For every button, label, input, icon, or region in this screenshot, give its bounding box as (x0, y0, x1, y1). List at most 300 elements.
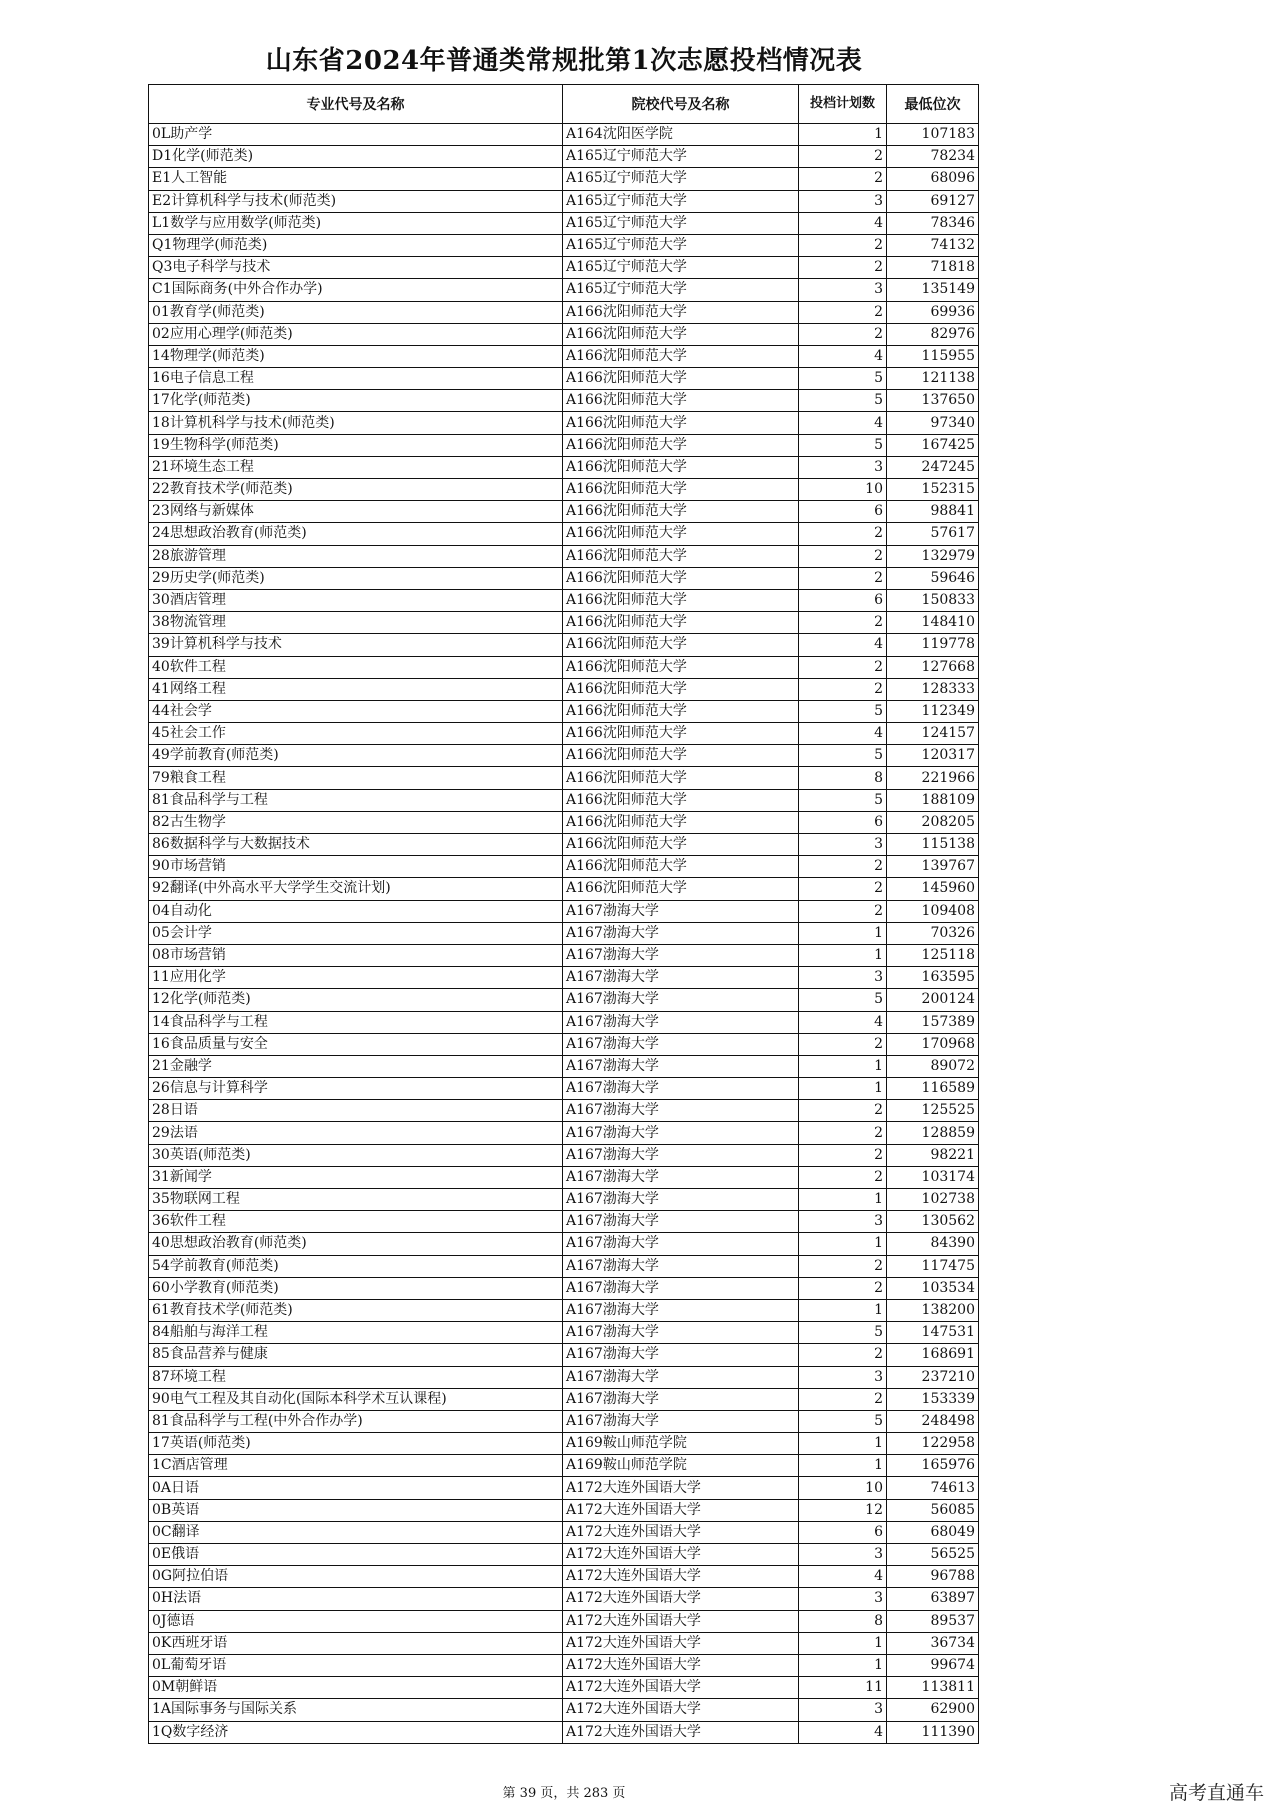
table-row (149, 1322, 979, 1344)
cell-school: A167渤海大学 (563, 900, 799, 922)
cell-school: A166沈阳师范大学 (563, 656, 799, 678)
cell-plan: 2 (799, 234, 887, 256)
cell-plan: 2 (799, 567, 887, 589)
table-row (149, 1677, 979, 1699)
table-row (149, 479, 979, 501)
cell-school: A172大连外国语大学 (563, 1721, 799, 1743)
cell-plan: 3 (799, 967, 887, 989)
admission-table (148, 84, 979, 1744)
cell-rank: 74132 (887, 234, 979, 256)
cell-major: 40软件工程 (149, 656, 563, 678)
cell-major: 90市场营销 (149, 856, 563, 878)
cell-school: A167渤海大学 (563, 1299, 799, 1321)
cell-plan: 2 (799, 146, 887, 168)
cell-plan: 1 (799, 1299, 887, 1321)
table-row (149, 678, 979, 700)
cell-rank: 70326 (887, 922, 979, 944)
cell-plan: 1 (799, 944, 887, 966)
cell-plan: 1 (799, 1189, 887, 1211)
cell-school: A166沈阳师范大学 (563, 456, 799, 478)
cell-plan: 1 (799, 1455, 887, 1477)
cell-plan: 10 (799, 479, 887, 501)
cell-major: 17化学(师范类) (149, 390, 563, 412)
cell-school: A167渤海大学 (563, 1144, 799, 1166)
table-row (149, 1166, 979, 1188)
cell-plan: 6 (799, 589, 887, 611)
cell-major: 1A国际事务与国际关系 (149, 1699, 563, 1721)
cell-school: A172大连外国语大学 (563, 1499, 799, 1521)
cell-school: A166沈阳师范大学 (563, 767, 799, 789)
cell-school: A167渤海大学 (563, 1078, 799, 1100)
cell-school: A166沈阳师范大学 (563, 745, 799, 767)
table-row (149, 989, 979, 1011)
cell-plan: 2 (799, 900, 887, 922)
cell-plan: 3 (799, 1699, 887, 1721)
cell-major: L1数学与应用数学(师范类) (149, 212, 563, 234)
cell-rank: 82976 (887, 323, 979, 345)
cell-major: 16电子信息工程 (149, 368, 563, 390)
cell-school: A166沈阳师范大学 (563, 811, 799, 833)
cell-plan: 2 (799, 878, 887, 900)
cell-school: A167渤海大学 (563, 1011, 799, 1033)
cell-major: 17英语(师范类) (149, 1433, 563, 1455)
cell-major: 14食品科学与工程 (149, 1011, 563, 1033)
cell-school: A167渤海大学 (563, 1211, 799, 1233)
cell-major: 40思想政治教育(师范类) (149, 1233, 563, 1255)
cell-rank: 98221 (887, 1144, 979, 1166)
table-row (149, 301, 979, 323)
cell-rank: 98841 (887, 501, 979, 523)
cell-major: 01教育学(师范类) (149, 301, 563, 323)
cell-school: A172大连外国语大学 (563, 1521, 799, 1543)
cell-major: E2计算机科学与技术(师范类) (149, 190, 563, 212)
cell-rank: 135149 (887, 279, 979, 301)
cell-school: A166沈阳师范大学 (563, 789, 799, 811)
table-row (149, 1477, 979, 1499)
table-row (149, 1122, 979, 1144)
cell-plan: 2 (799, 612, 887, 634)
cell-school: A167渤海大学 (563, 1233, 799, 1255)
table-row (149, 1233, 979, 1255)
table-row (149, 1144, 979, 1166)
cell-major: 0A日语 (149, 1477, 563, 1499)
table-row (149, 1011, 979, 1033)
cell-school: A166沈阳师范大学 (563, 345, 799, 367)
cell-rank: 148410 (887, 612, 979, 634)
cell-school: A172大连外国语大学 (563, 1477, 799, 1499)
cell-rank: 137650 (887, 390, 979, 412)
cell-plan: 5 (799, 390, 887, 412)
cell-major: 39计算机科学与技术 (149, 634, 563, 656)
cell-plan: 5 (799, 1410, 887, 1432)
cell-rank: 113811 (887, 1677, 979, 1699)
cell-major: 18计算机科学与技术(师范类) (149, 412, 563, 434)
cell-rank: 248498 (887, 1410, 979, 1432)
cell-rank: 69127 (887, 190, 979, 212)
cell-plan: 5 (799, 368, 887, 390)
cell-school: A167渤海大学 (563, 1410, 799, 1432)
cell-school: A166沈阳师范大学 (563, 434, 799, 456)
cell-major: 87环境工程 (149, 1366, 563, 1388)
cell-major: 0G阿拉伯语 (149, 1566, 563, 1588)
cell-plan: 4 (799, 212, 887, 234)
cell-school: A166沈阳师范大学 (563, 523, 799, 545)
cell-plan: 2 (799, 856, 887, 878)
cell-major: 92翻译(中外高水平大学学生交流计划) (149, 878, 563, 900)
cell-rank: 57617 (887, 523, 979, 545)
cell-major: 84船舶与海洋工程 (149, 1322, 563, 1344)
table-row (149, 1455, 979, 1477)
cell-plan: 2 (799, 1166, 887, 1188)
cell-school: A166沈阳师范大学 (563, 301, 799, 323)
cell-major: 79粮食工程 (149, 767, 563, 789)
cell-rank: 62900 (887, 1699, 979, 1721)
cell-school: A167渤海大学 (563, 1344, 799, 1366)
cell-plan: 6 (799, 1521, 887, 1543)
table-row (149, 944, 979, 966)
table-row (149, 545, 979, 567)
cell-major: 30酒店管理 (149, 589, 563, 611)
page-footer: 第 39 页，共 283 页 (502, 1786, 626, 1801)
cell-rank: 128333 (887, 678, 979, 700)
table-row (149, 900, 979, 922)
table-row (149, 723, 979, 745)
cell-rank: 111390 (887, 1721, 979, 1743)
cell-plan: 2 (799, 656, 887, 678)
table-row (149, 700, 979, 722)
cell-plan: 2 (799, 1144, 887, 1166)
cell-school: A166沈阳师范大学 (563, 368, 799, 390)
cell-major: 30英语(师范类) (149, 1144, 563, 1166)
cell-major: 82古生物学 (149, 811, 563, 833)
cell-school: A165辽宁师范大学 (563, 234, 799, 256)
cell-major: 49学前教育(师范类) (149, 745, 563, 767)
cell-major: 26信息与计算科学 (149, 1078, 563, 1100)
cell-plan: 12 (799, 1499, 887, 1521)
cell-rank: 69936 (887, 301, 979, 323)
cell-major: 11应用化学 (149, 967, 563, 989)
cell-school: A166沈阳师范大学 (563, 567, 799, 589)
cell-plan: 2 (799, 1388, 887, 1410)
table-row (149, 1632, 979, 1654)
cell-rank: 152315 (887, 479, 979, 501)
cell-school: A167渤海大学 (563, 1166, 799, 1188)
table-row (149, 1277, 979, 1299)
table-row (149, 745, 979, 767)
cell-major: 81食品科学与工程(中外合作办学) (149, 1410, 563, 1432)
cell-major: 21金融学 (149, 1055, 563, 1077)
cell-rank: 170968 (887, 1033, 979, 1055)
cell-school: A166沈阳师范大学 (563, 589, 799, 611)
cell-major: 90电气工程及其自动化(国际本科学术互认课程) (149, 1388, 563, 1410)
cell-school: A172大连外国语大学 (563, 1588, 799, 1610)
cell-plan: 8 (799, 1610, 887, 1632)
cell-rank: 200124 (887, 989, 979, 1011)
table-row (149, 1055, 979, 1077)
cell-plan: 2 (799, 1255, 887, 1277)
cell-school: A167渤海大学 (563, 1033, 799, 1055)
cell-school: A166沈阳师范大学 (563, 501, 799, 523)
table-row (149, 767, 979, 789)
cell-major: 0H法语 (149, 1588, 563, 1610)
cell-school: A172大连外国语大学 (563, 1677, 799, 1699)
cell-school: A167渤海大学 (563, 1055, 799, 1077)
cell-school: A167渤海大学 (563, 1189, 799, 1211)
table-row (149, 456, 979, 478)
cell-rank: 74613 (887, 1477, 979, 1499)
cell-rank: 36734 (887, 1632, 979, 1654)
cell-plan: 6 (799, 501, 887, 523)
cell-major: 0E俄语 (149, 1544, 563, 1566)
cell-plan: 3 (799, 456, 887, 478)
cell-major: 0M朝鲜语 (149, 1677, 563, 1699)
table-row (149, 856, 979, 878)
cell-plan: 1 (799, 1078, 887, 1100)
cell-major: 22教育技术学(师范类) (149, 479, 563, 501)
table-row (149, 257, 979, 279)
cell-rank: 128859 (887, 1122, 979, 1144)
cell-rank: 121138 (887, 368, 979, 390)
cell-plan: 4 (799, 1566, 887, 1588)
cell-plan: 5 (799, 789, 887, 811)
cell-school: A164沈阳医学院 (563, 124, 799, 146)
cell-plan: 1 (799, 922, 887, 944)
cell-school: A166沈阳师范大学 (563, 545, 799, 567)
table-row (149, 212, 979, 234)
cell-school: A166沈阳师范大学 (563, 323, 799, 345)
cell-plan: 4 (799, 1721, 887, 1743)
table-row (149, 656, 979, 678)
cell-rank: 119778 (887, 634, 979, 656)
cell-school: A166沈阳师范大学 (563, 390, 799, 412)
cell-rank: 112349 (887, 700, 979, 722)
cell-rank: 153339 (887, 1388, 979, 1410)
cell-plan: 3 (799, 834, 887, 856)
cell-major: 02应用心理学(师范类) (149, 323, 563, 345)
cell-plan: 5 (799, 434, 887, 456)
cell-school: A169鞍山师范学院 (563, 1455, 799, 1477)
cell-plan: 4 (799, 412, 887, 434)
header-school: 院校代号及名称 (563, 85, 799, 124)
cell-school: A172大连外国语大学 (563, 1654, 799, 1676)
cell-rank: 167425 (887, 434, 979, 456)
table-row (149, 1699, 979, 1721)
table-row (149, 589, 979, 611)
table-row (149, 1410, 979, 1432)
cell-major: 0B英语 (149, 1499, 563, 1521)
cell-plan: 2 (799, 168, 887, 190)
cell-school: A165辽宁师范大学 (563, 257, 799, 279)
cell-rank: 125118 (887, 944, 979, 966)
cell-school: A165辽宁师范大学 (563, 168, 799, 190)
cell-rank: 103534 (887, 1277, 979, 1299)
table-row (149, 279, 979, 301)
cell-major: 44社会学 (149, 700, 563, 722)
cell-school: A167渤海大学 (563, 1122, 799, 1144)
table-body (149, 124, 979, 1744)
cell-major: 16食品质量与安全 (149, 1033, 563, 1055)
cell-rank: 78346 (887, 212, 979, 234)
table-row (149, 1299, 979, 1321)
cell-major: 24思想政治教育(师范类) (149, 523, 563, 545)
cell-rank: 115955 (887, 345, 979, 367)
cell-major: 85食品营养与健康 (149, 1344, 563, 1366)
cell-school: A166沈阳师范大学 (563, 834, 799, 856)
cell-rank: 97340 (887, 412, 979, 434)
cell-school: A169鞍山师范学院 (563, 1433, 799, 1455)
table-row (149, 1433, 979, 1455)
cell-school: A167渤海大学 (563, 989, 799, 1011)
cell-rank: 115138 (887, 834, 979, 856)
table-row (149, 567, 979, 589)
cell-plan: 3 (799, 190, 887, 212)
cell-plan: 2 (799, 323, 887, 345)
table-row (149, 146, 979, 168)
header-rank: 最低位次 (887, 85, 979, 124)
cell-school: A167渤海大学 (563, 1366, 799, 1388)
cell-school: A167渤海大学 (563, 1277, 799, 1299)
cell-major: 81食品科学与工程 (149, 789, 563, 811)
cell-plan: 5 (799, 989, 887, 1011)
cell-plan: 4 (799, 1011, 887, 1033)
cell-rank: 107183 (887, 124, 979, 146)
cell-major: 29历史学(师范类) (149, 567, 563, 589)
cell-plan: 1 (799, 1632, 887, 1654)
cell-rank: 56085 (887, 1499, 979, 1521)
table-row (149, 1100, 979, 1122)
table-row (149, 390, 979, 412)
cell-rank: 68096 (887, 168, 979, 190)
cell-school: A167渤海大学 (563, 1322, 799, 1344)
cell-major: 1Q数字经济 (149, 1721, 563, 1743)
table-row (149, 1255, 979, 1277)
cell-plan: 4 (799, 345, 887, 367)
table-row (149, 1521, 979, 1543)
table-row (149, 967, 979, 989)
cell-major: 29法语 (149, 1122, 563, 1144)
table-row (149, 1610, 979, 1632)
table-row (149, 1344, 979, 1366)
cell-rank: 127668 (887, 656, 979, 678)
header-plan: 投档计划数 (799, 85, 887, 124)
cell-major: 0L葡萄牙语 (149, 1654, 563, 1676)
cell-rank: 89072 (887, 1055, 979, 1077)
cell-plan: 3 (799, 279, 887, 301)
table-row (149, 1366, 979, 1388)
table-row (149, 1211, 979, 1233)
cell-school: A167渤海大学 (563, 944, 799, 966)
table-row (149, 368, 979, 390)
cell-rank: 96788 (887, 1566, 979, 1588)
table-row (149, 811, 979, 833)
cell-plan: 6 (799, 811, 887, 833)
cell-rank: 221966 (887, 767, 979, 789)
cell-school: A167渤海大学 (563, 922, 799, 944)
cell-major: 31新闻学 (149, 1166, 563, 1188)
cell-major: 21环境生态工程 (149, 456, 563, 478)
table-row (149, 878, 979, 900)
cell-rank: 208205 (887, 811, 979, 833)
cell-school: A165辽宁师范大学 (563, 146, 799, 168)
cell-school: A167渤海大学 (563, 1388, 799, 1410)
cell-major: 86数据科学与大数据技术 (149, 834, 563, 856)
cell-plan: 2 (799, 1344, 887, 1366)
cell-rank: 168691 (887, 1344, 979, 1366)
cell-plan: 3 (799, 1366, 887, 1388)
cell-plan: 2 (799, 257, 887, 279)
cell-rank: 84390 (887, 1233, 979, 1255)
cell-school: A167渤海大学 (563, 967, 799, 989)
table-row (149, 1078, 979, 1100)
table-row (149, 345, 979, 367)
table-row (149, 234, 979, 256)
cell-school: A166沈阳师范大学 (563, 678, 799, 700)
cell-rank: 150833 (887, 589, 979, 611)
cell-school: A166沈阳师范大学 (563, 878, 799, 900)
table-row (149, 434, 979, 456)
cell-major: 23网络与新媒体 (149, 501, 563, 523)
cell-rank: 89537 (887, 1610, 979, 1632)
table-row (149, 1499, 979, 1521)
cell-rank: 109408 (887, 900, 979, 922)
cell-major: 19生物科学(师范类) (149, 434, 563, 456)
table-row (149, 323, 979, 345)
cell-plan: 1 (799, 1233, 887, 1255)
table-row (149, 1388, 979, 1410)
cell-plan: 2 (799, 523, 887, 545)
cell-major: 14物理学(师范类) (149, 345, 563, 367)
cell-school: A172大连外国语大学 (563, 1566, 799, 1588)
cell-plan: 4 (799, 634, 887, 656)
cell-school: A166沈阳师范大学 (563, 856, 799, 878)
table-row (149, 612, 979, 634)
table-row (149, 1566, 979, 1588)
cell-plan: 10 (799, 1477, 887, 1499)
cell-plan: 2 (799, 1122, 887, 1144)
cell-rank: 120317 (887, 745, 979, 767)
cell-rank: 71818 (887, 257, 979, 279)
table-row (149, 834, 979, 856)
cell-school: A167渤海大学 (563, 1255, 799, 1277)
cell-major: 35物联网工程 (149, 1189, 563, 1211)
cell-major: 08市场营销 (149, 944, 563, 966)
cell-major: 45社会工作 (149, 723, 563, 745)
cell-plan: 2 (799, 301, 887, 323)
cell-rank: 102738 (887, 1189, 979, 1211)
cell-rank: 122958 (887, 1433, 979, 1455)
cell-plan: 1 (799, 124, 887, 146)
cell-plan: 3 (799, 1211, 887, 1233)
cell-rank: 116589 (887, 1078, 979, 1100)
cell-rank: 78234 (887, 146, 979, 168)
cell-rank: 157389 (887, 1011, 979, 1033)
table-row (149, 501, 979, 523)
cell-plan: 11 (799, 1677, 887, 1699)
cell-plan: 1 (799, 1654, 887, 1676)
cell-school: A172大连外国语大学 (563, 1544, 799, 1566)
cell-rank: 163595 (887, 967, 979, 989)
cell-rank: 130562 (887, 1211, 979, 1233)
table-row (149, 124, 979, 146)
cell-rank: 247245 (887, 456, 979, 478)
cell-rank: 68049 (887, 1521, 979, 1543)
cell-major: E1人工智能 (149, 168, 563, 190)
cell-plan: 5 (799, 745, 887, 767)
table-row (149, 634, 979, 656)
cell-major: 12化学(师范类) (149, 989, 563, 1011)
cell-school: A166沈阳师范大学 (563, 723, 799, 745)
table-row (149, 1033, 979, 1055)
